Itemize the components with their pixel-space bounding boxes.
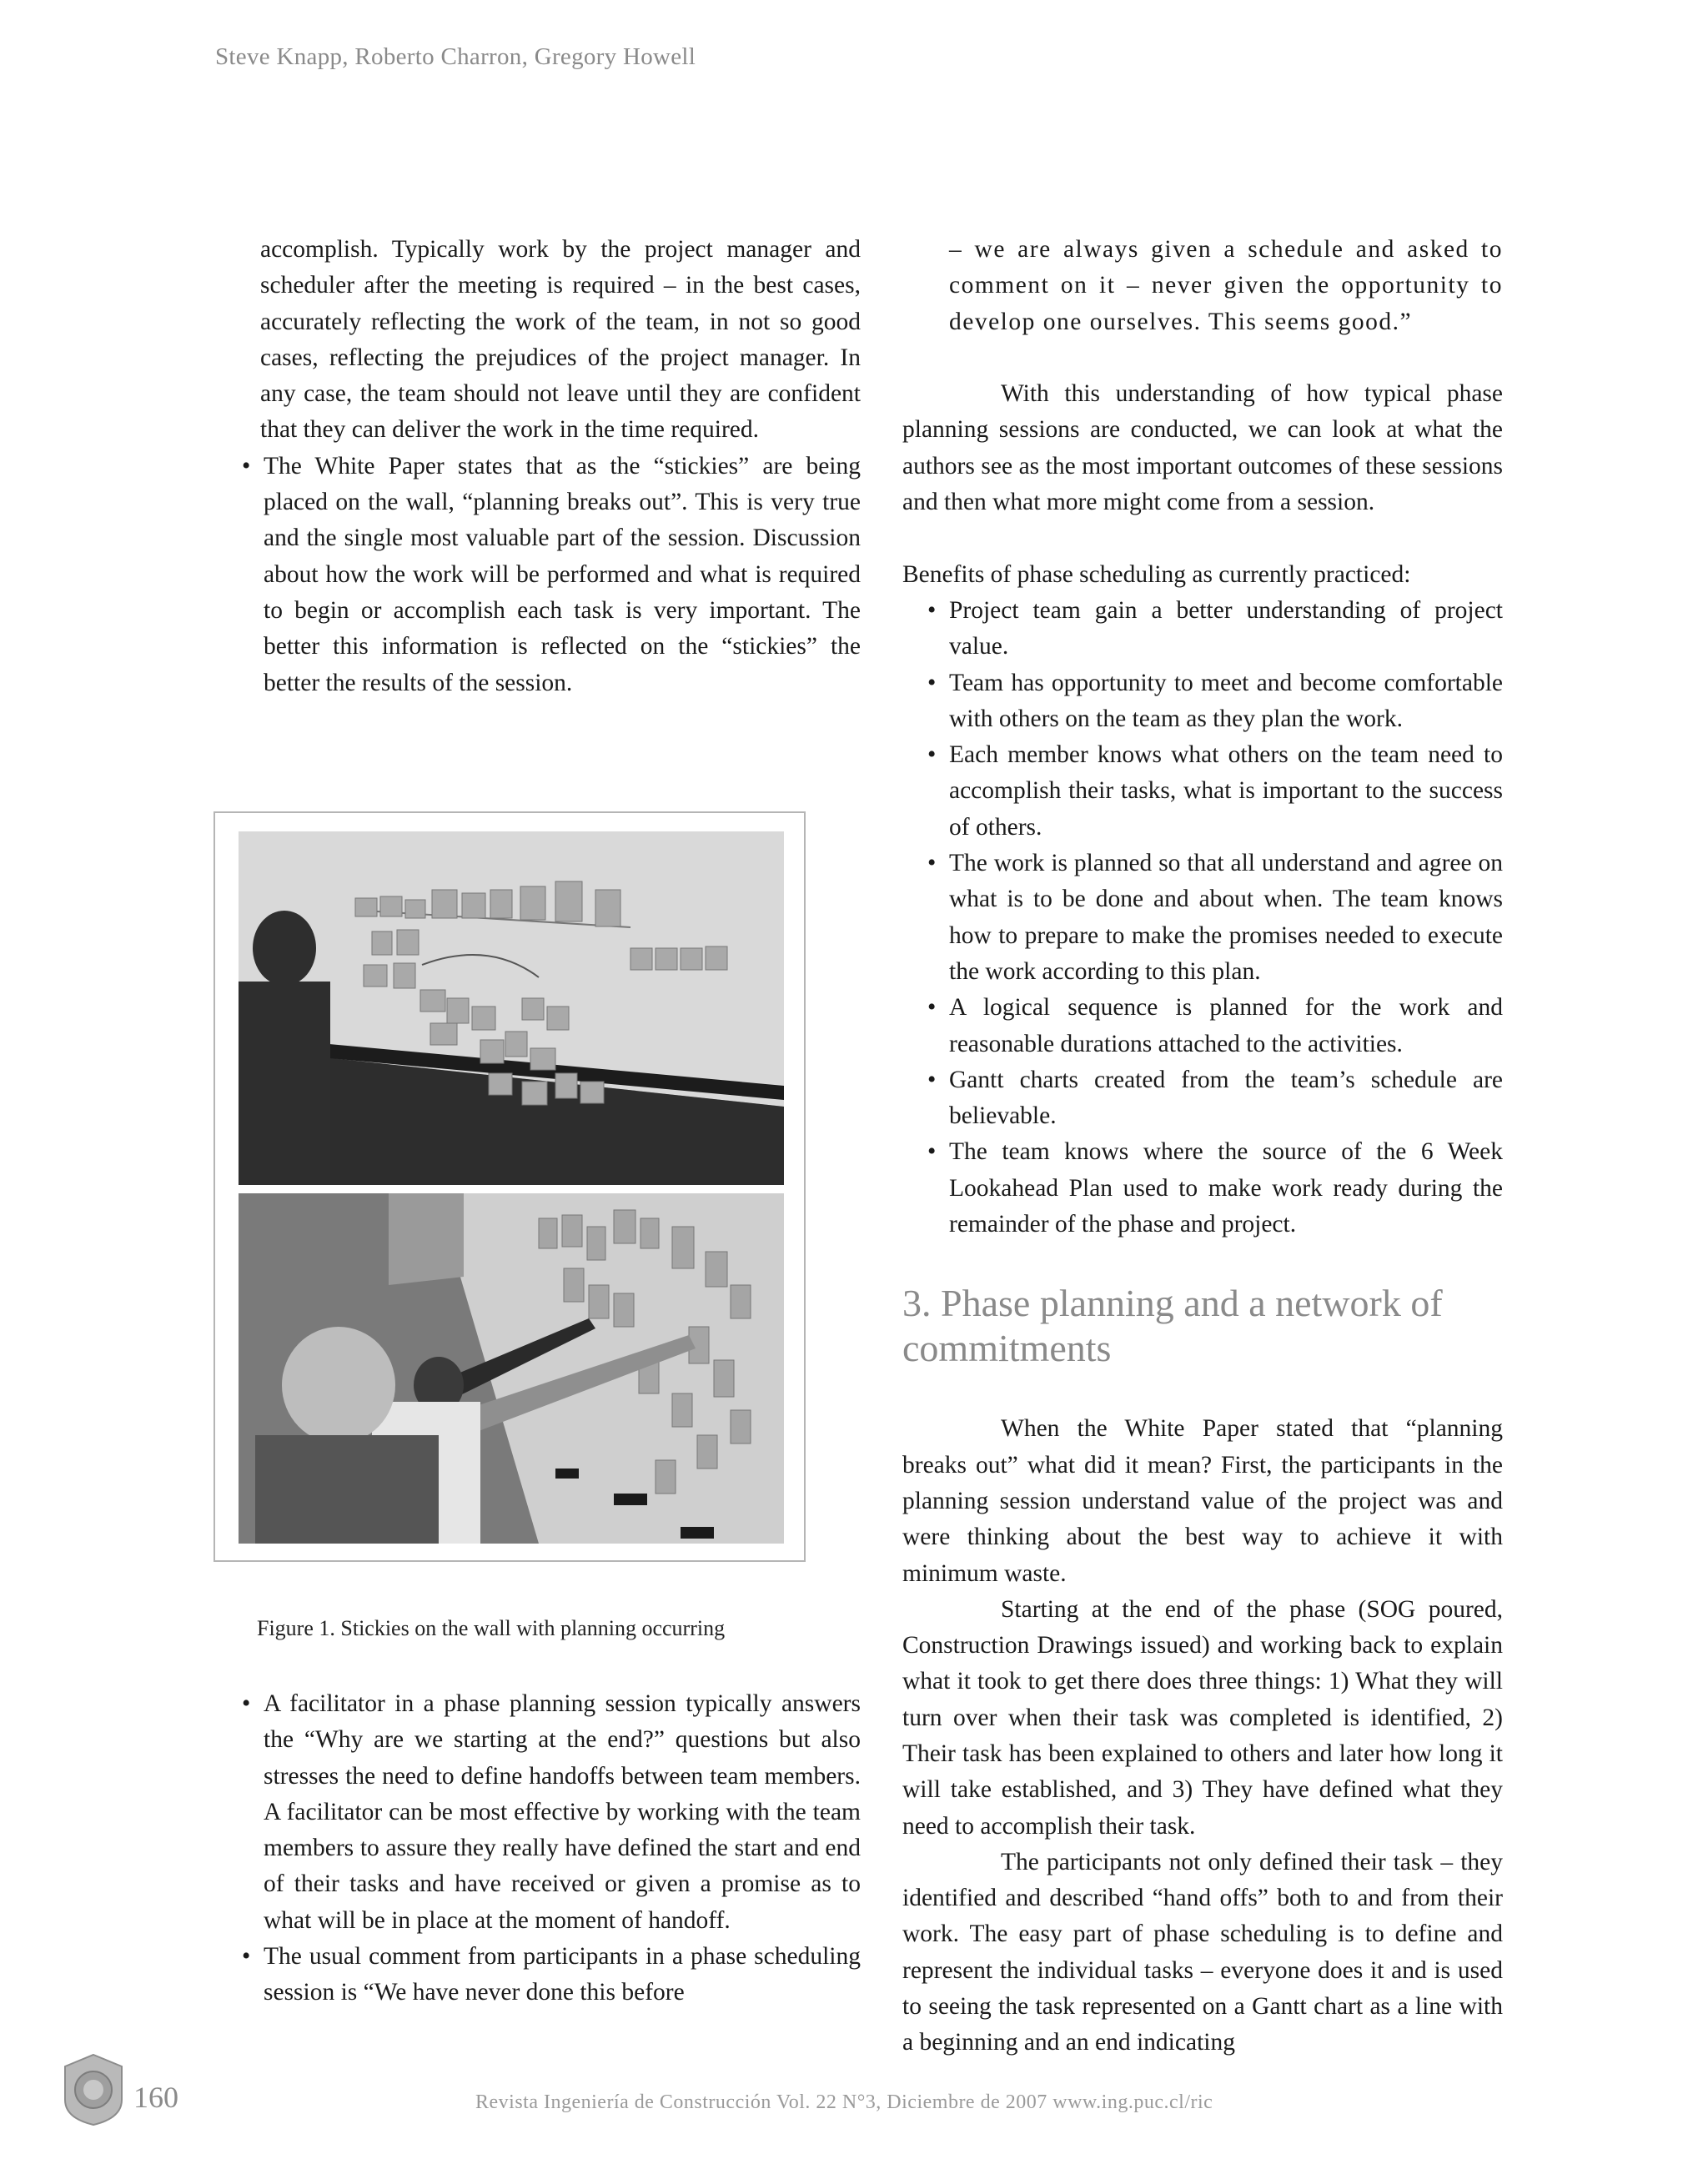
page-number: 160 <box>133 2081 178 2114</box>
bullet-white-paper: • The White Paper states that as the “stickies” are being placed on the wall, “planning breaks out”. This is very true and the single most valuable part of the session. Discussion about how the work will be performed and what is required to begin or accomplish each task is very important. The better this information is reflected on the “stickies” the better the results of the session. <box>240 449 861 701</box>
benefit-item: • Team has opportunity to meet and become comfortable with others on the team as they plan the work. <box>926 665 1503 738</box>
left-intro-paragraph: accomplish. Typically work by the project manager and scheduler after the meeting is required – in the best cases, accurately reflecting the work of the team, in not so good cases, reflecting the prejudices of the project manager. In any case, the team should not leave until they are confident that they can deliver the work in the time required. <box>260 236 861 444</box>
benefit-item: • The work is planned so that all understand and agree on what is to be done and about when. The team knows how to prepare to make the promises needed to execute the work according to this plan. <box>926 846 1503 990</box>
right-column <box>902 232 1503 2061</box>
bullet-facilitator: • A facilitator in a phase planning session typically answers the “Why are we starting at the end?” questions but also stresses the need to define handoffs between team members. A facilitator can be most effective by working with the team members to assure they really have defined the start and end of their tasks and have received or given a promise as to what will be in place at the moment of handoff. <box>240 1686 861 1939</box>
benefit-item: • A logical sequence is planned for the work and reasonable durations attached to the activities. <box>926 990 1503 1062</box>
benefits-intro: Benefits of phase scheduling as currently practiced: <box>902 560 1411 588</box>
left-column <box>260 232 861 701</box>
paragraph-planning-breaks-out: When the White Paper stated that “planning breaks out” what did it mean? First, the participants in the planning session understand value of the project was and were thinking about the best way to achieve it with minimum waste. <box>902 1415 1503 1587</box>
university-seal-icon <box>60 2051 127 2128</box>
benefit-item: • Each member knows what others on the team need to accomplish their tasks, what is important to the success of others. <box>926 737 1503 846</box>
photo-stickies-wall-top <box>239 831 784 1185</box>
bullet-usual-comment: • The usual comment from participants in a phase scheduling session is “We have never done this before <box>240 1939 861 2011</box>
journal-footer: Revista Ingeniería de Construcción Vol. 22 N°3, Diciembre de 2007 www.ing.puc.cl/ric <box>475 2091 1213 2113</box>
paragraph-understanding: With this understanding of how typical phase planning sessions are conducted, we can look at what the authors see as the most important outcomes of these sessions and then what more might come from a session. <box>902 380 1503 516</box>
section-heading: 3. Phase planning and a network of commitments <box>902 1282 1443 1370</box>
benefit-item: • Project team gain a better understanding of project value. <box>926 593 1503 665</box>
benefit-item: • The team knows where the source of the 6 Week Lookahead Plan used to make work ready during the remainder of the phase and project. <box>926 1134 1503 1243</box>
running-header-authors: Steve Knapp, Roberto Charron, Gregory Howell <box>215 43 696 70</box>
left-top-bullet-list <box>260 449 861 701</box>
figure-1 <box>214 811 806 1562</box>
photo-stickies-wall-bottom <box>239 1193 784 1544</box>
benefits-list <box>926 593 1503 1243</box>
left-column-lower <box>260 1686 861 2011</box>
paragraph-starting-at-end: Starting at the end of the phase (SOG poured, Construction Drawings issued) and working back to explain what it took to get there does three things: 1) What they will turn over when their task was completed is identified, 2) Their task has been explained to others and later how long it will take established, and 3) They have defined what they need to accomplish their task. <box>902 1595 1503 1840</box>
benefit-item: • Gantt charts created from the team’s schedule are believable. <box>926 1062 1503 1135</box>
figure-caption: Figure 1. Stickies on the wall with planning occurring <box>257 1616 726 1640</box>
quote-continuation: – we are always given a schedule and asked to comment on it – never given the opportunity to develop one ourselves. This seems good.” <box>949 236 1503 335</box>
paragraph-participants: The participants not only defined their task – they identified and described “hand offs” both to and from their work. The easy part of phase scheduling is to define and represent the individual tasks – everyone does it and is used to seeing the task represented on a Gantt chart as a line with a beginning and an end indicating <box>902 1848 1503 2056</box>
left-bottom-bullet-list <box>260 1686 861 2011</box>
